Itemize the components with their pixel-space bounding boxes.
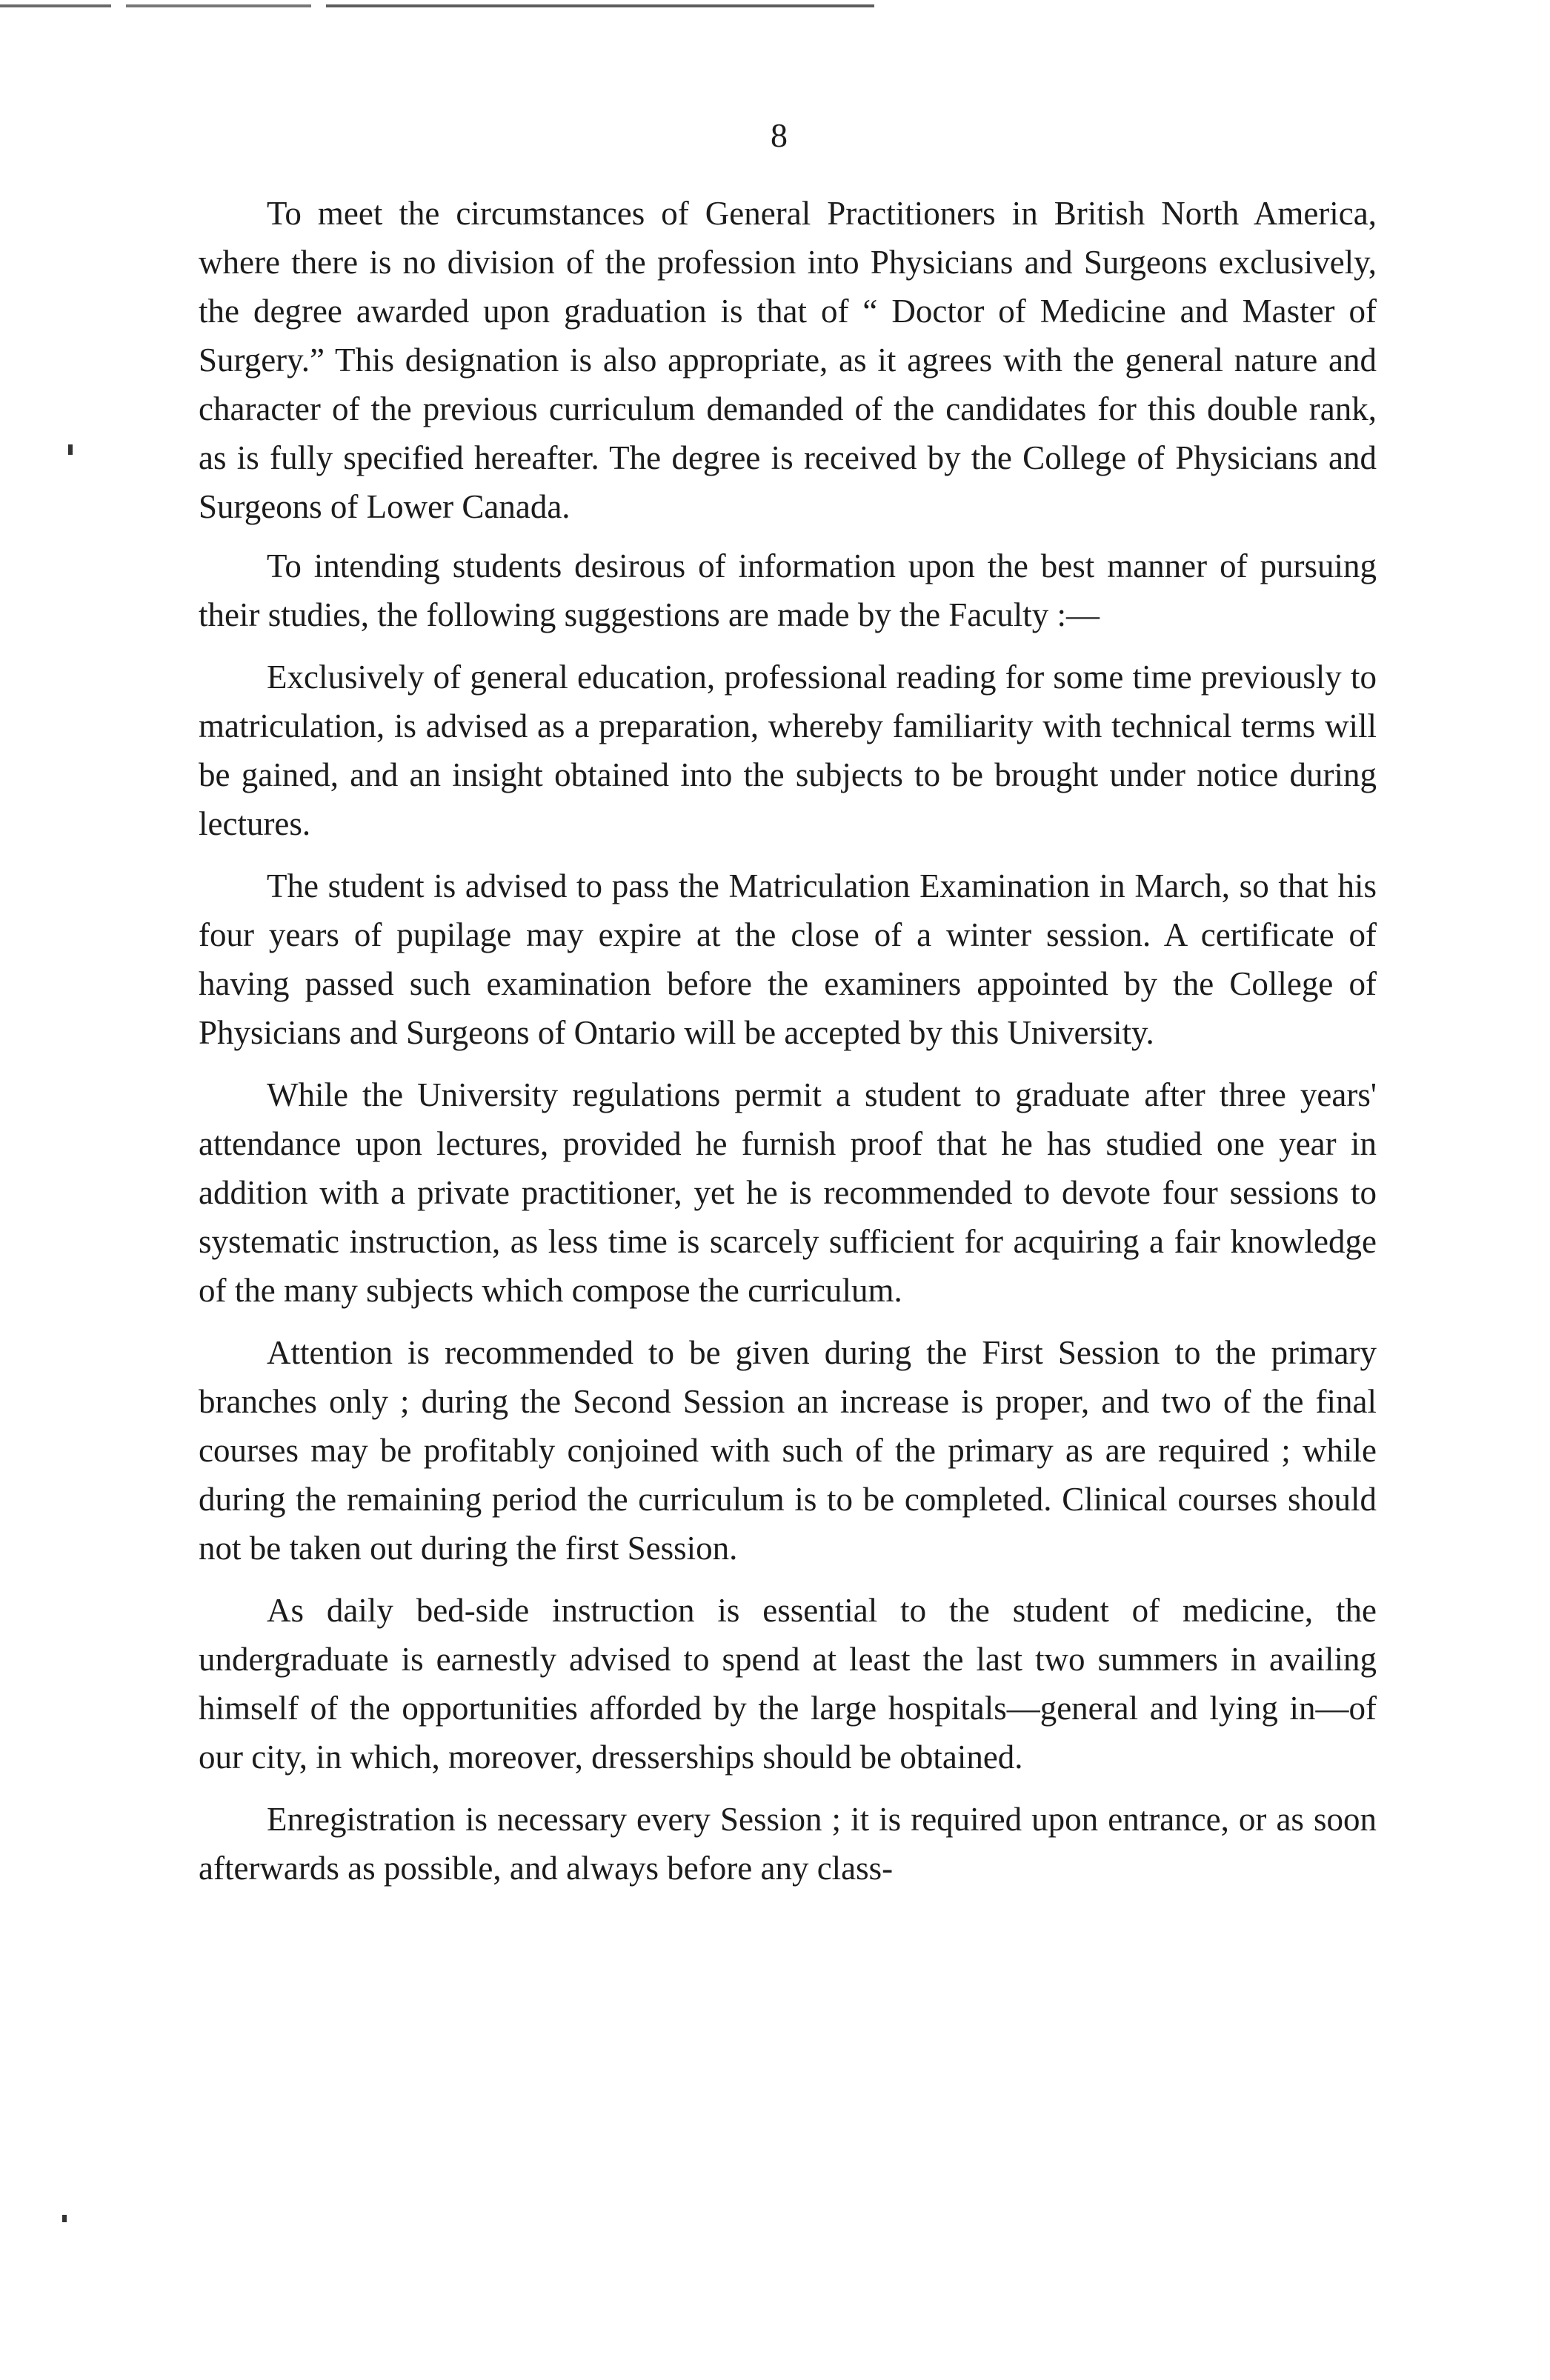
margin-mark — [68, 444, 73, 455]
paragraph-bedside-instruction: As daily bed-side instruction is essential to the student of medicine, the undergraduate is earnestly advised to spend at least the last two summers in availing himself of the opportunities afforded by the large hospitals—general and lying in—of our city, in which, moreover, dresserships should be obtained. — [199, 1592, 1377, 1776]
page-number: 8 — [771, 116, 788, 154]
paragraph-general-education: Exclusively of general education, professional reading for some time previously to matriculation, is advised as a preparation, whereby familiarity with technical terms will be gained, and an insight obtained into the subjects to be brought under notice during lectures. — [199, 659, 1377, 842]
paragraph-degree: To meet the circumstances of General Practitioners in British North America, where there is no division of the profession into Physicians and Surgeons exclusively, the degree awarded upon graduation is that of “ Doctor of Medicine and Master of Surgery.” This designation is also appropriate, as it agrees with the general nature and character of the previous curriculum demanded of the candidates for this double rank, as is fully specified hereafter. The degree is received by the College of Physicians and Surgeons of Lower Canada. — [199, 195, 1377, 525]
paragraph-session-attention: Attention is recommended to be given during the First Session to the primary branches only ; during the Second Session an increase is proper, and two of the final courses may be profitably conjoined with such of the primary as are required ; while during the remaining period the curriculum is to be completed. Clinical courses should not be taken out during the first Session. — [199, 1334, 1377, 1567]
margin-mark — [62, 2215, 67, 2222]
body-text — [199, 189, 1377, 1906]
paragraph-suggestions-intro: To intending students desirous of information upon the best manner of pursuing their studies, the following suggestions are made by the Faculty :— — [199, 547, 1377, 633]
paragraph-enregistration: Enregistration is necessary every Session ; it is required upon entrance, or as soon afterwards as possible, and always before any class- — [199, 1801, 1377, 1887]
top-edge-rule — [0, 4, 874, 7]
paragraph-matriculation: The student is advised to pass the Matriculation Examination in March, so that his four years of pupilage may expire at the close of a winter session. A certificate of having passed such examination before the examiners appointed by the College of Physicians and Surgeons of Ontario will be accepted by this University. — [199, 867, 1377, 1051]
paragraph-university-regulations: While the University regulations permit a student to graduate after three years' attendance upon lectures, provided he furnish proof that he has studied one year in addition with a private practitioner, yet he is recommended to devote four sessions to systematic instruction, as less time is scarcely sufficient for acquiring a fair knowledge of the many subjects which compose the curriculum. — [199, 1076, 1377, 1309]
